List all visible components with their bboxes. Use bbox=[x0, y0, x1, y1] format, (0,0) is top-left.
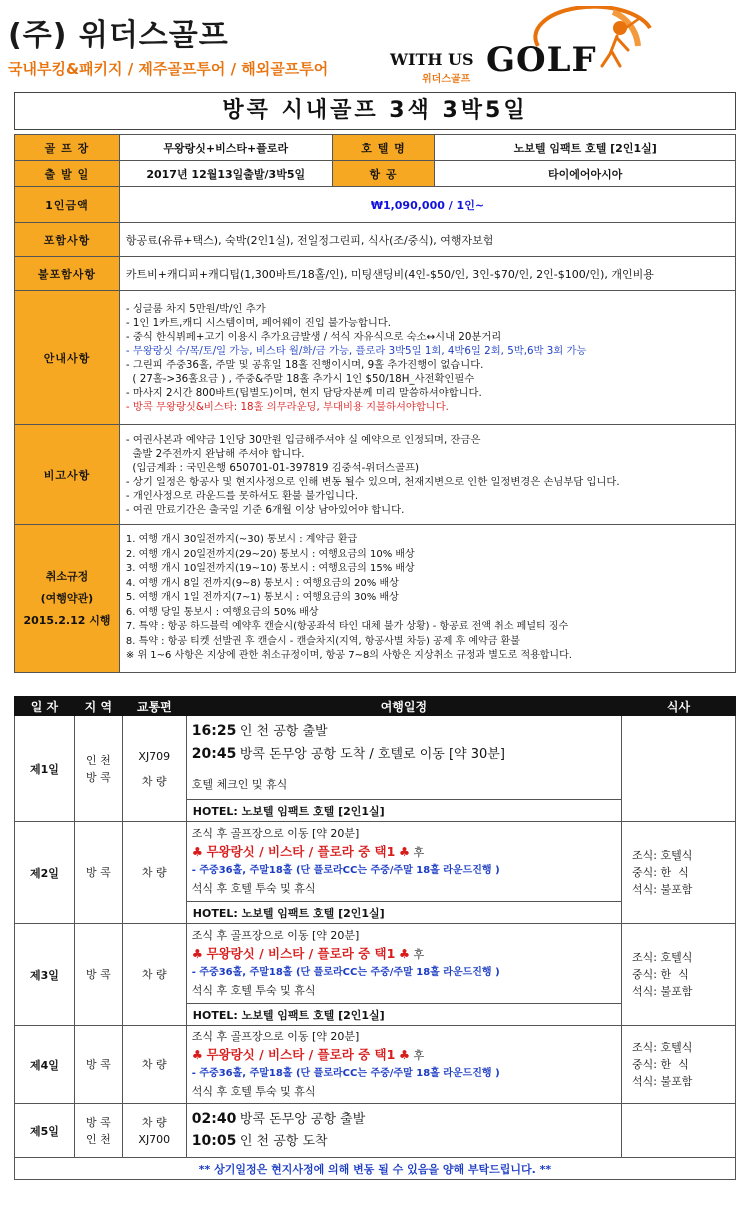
day3-transport: 차 량 bbox=[122, 924, 186, 1026]
golf-course-value: 무왕랑싯+비스타+플로라 bbox=[119, 135, 332, 161]
club-icon: ♣ bbox=[191, 946, 203, 961]
cancel-line: 2. 여행 개시 20일전까지(29~20) 통보시 : 여행요금의 10% 배상 bbox=[125, 548, 415, 560]
remark-line: - 여권사본과 예약금 1인당 30만원 입금해주셔야 실 예약으로 인정되며, 잔금은 bbox=[125, 433, 481, 446]
cancel-policy-content bbox=[119, 525, 735, 673]
cancel-line: 3. 여행 개시 10일전까지(19~10) 통보시 : 여행요금의 15% 배상 bbox=[125, 563, 415, 575]
day4-transport: 차 량 bbox=[122, 1026, 186, 1104]
page-title: 방콕 시내골프 3색 3박5일 bbox=[14, 92, 736, 130]
day4-meal-breakfast: 조식: 호텔식 bbox=[632, 1041, 693, 1054]
cancel-label-title: 취소규정 bbox=[45, 569, 89, 583]
day3-meal-dinner: 석식: 불포함 bbox=[632, 985, 693, 998]
cancel-policy-label bbox=[15, 525, 120, 673]
day4-plan bbox=[186, 1026, 621, 1104]
day1-plan bbox=[186, 716, 621, 800]
guide-line: ( 27홀->36홀요금 ) , 주중&주말 18홀 추가시 1인 $50/18H_사전확인필수 bbox=[125, 372, 475, 385]
include-label: 포함사항 bbox=[15, 223, 120, 257]
day1-region bbox=[74, 716, 122, 822]
day2-line3: 석식 후 호텔 투숙 및 휴식 bbox=[191, 882, 316, 895]
day3-label: 제3일 bbox=[15, 924, 75, 1026]
cancel-line: 7. 특약 : 항공 하드블럭 예약후 캔슬시(항공좌석 타인 대체 불가 상황) - 항공료 전액 취소 페널티 징수 bbox=[125, 621, 569, 633]
exclude-value: 카트비+캐디피+캐디팁(1,300바트/18홀/인), 미팅샌딩비(4인-$50/인, 3인-$70/인, 2인-$100/인), 개인비용 bbox=[119, 257, 735, 291]
day1-region-from: 인 천 bbox=[85, 753, 111, 767]
day1-flight: XJ709 bbox=[138, 749, 171, 763]
remark-line: - 상기 일정은 항공사 및 현지사정으로 인해 변동 될수 있으며, 천재지변으로 인한 일정변경은 손님부담 입니다. bbox=[125, 475, 620, 488]
schedule-footer-notice: ** 상기일정은 현지사정에 의해 변동 될 수 있음을 양해 부탁드립니다. ** bbox=[15, 1158, 736, 1180]
day2-hotel: HOTEL: 노보텔 임팩트 호텔 [2인1실] bbox=[186, 902, 621, 924]
day2-meal-lunch: 중식: 한 식 bbox=[632, 866, 689, 879]
cancel-label-sub: (여행약관) bbox=[40, 591, 94, 605]
day2-meal-dinner: 석식: 불포함 bbox=[632, 883, 693, 896]
departure-label: 출 발 일 bbox=[15, 161, 120, 187]
cancel-line: ※ 위 1~6 사항은 지상에 관한 취소규정이며, 항공 7~8의 사항은 지상취소 규정과 별도로 적용합니다. bbox=[125, 650, 572, 662]
day3-note: - 주중36홀, 주말18홀 (단 플로라CC는 주중/주말 18홀 라운드진행 ) bbox=[191, 967, 500, 978]
itinerary-table bbox=[14, 696, 736, 1180]
day4-note: - 주중36홀, 주말18홀 (단 플로라CC는 주중/주말 18홀 라운드진행 ) bbox=[191, 1068, 500, 1079]
day4-meal-lunch: 중식: 한 식 bbox=[632, 1058, 689, 1071]
day1-meal bbox=[622, 716, 736, 822]
day2-line1: 조식 후 골프장으로 이동 [약 20분] bbox=[191, 827, 360, 840]
day2-club-after: 후 bbox=[413, 846, 425, 859]
day1-time2: 20:45 bbox=[191, 745, 237, 762]
day3-club-after: 후 bbox=[413, 948, 425, 961]
cancel-line: 8. 특약 : 항공 티켓 선발권 후 캔슬시 - 캔슬차지(지역, 항공사별 차등) 공제 후 예약금 환불 bbox=[125, 635, 520, 647]
day3-meal bbox=[622, 924, 736, 1026]
day5-text2: 인 천 공항 도착 bbox=[239, 1134, 328, 1149]
price-value: ₩1,090,000 / 1인~ bbox=[119, 187, 735, 223]
logo-sub-text: 위더스골프 bbox=[422, 74, 471, 85]
airline-value: 타이에어아시아 bbox=[435, 161, 736, 187]
header-meal: 식사 bbox=[622, 697, 736, 716]
day5-flight: XJ700 bbox=[138, 1132, 171, 1146]
club-icon: ♣ bbox=[191, 1047, 203, 1062]
day2-meal-breakfast: 조식: 호텔식 bbox=[632, 849, 693, 862]
guide-line: - 방콕 무왕랑싯&비스타: 18홀 의무라운딩, 부대비용 지불하셔야합니다. bbox=[125, 400, 449, 413]
day5-time1: 02:40 bbox=[191, 1111, 237, 1127]
day3-meal-lunch: 중식: 한 식 bbox=[632, 968, 689, 981]
day2-transport: 차 량 bbox=[122, 822, 186, 924]
day3-region: 방 콕 bbox=[74, 924, 122, 1026]
day4-line1: 조식 후 골프장으로 이동 [약 20분] bbox=[191, 1030, 360, 1043]
day1-vehicle: 차 량 bbox=[141, 774, 167, 788]
remark-line: - 개인사정으로 라운드를 못하셔도 환불 불가입니다. bbox=[125, 489, 359, 502]
club-icon: ♣ bbox=[191, 844, 203, 859]
golf-course-label: 골 프 장 bbox=[15, 135, 120, 161]
remark-line: 출발 2주전까지 완납해 주셔야 합니다. bbox=[125, 447, 305, 460]
guide-line: - 중식 한식뷔페+고기 이용시 추가요금발생 / 석식 자유식으로 숙소↔시내 20분거리 bbox=[125, 330, 502, 343]
airline-label: 항 공 bbox=[332, 161, 435, 187]
remark-label: 비고사항 bbox=[15, 425, 120, 525]
day1-text3: 호텔 체크인 및 휴식 bbox=[191, 777, 288, 791]
day4-line3: 석식 후 호텔 투숙 및 휴식 bbox=[191, 1085, 316, 1098]
day1-text2: 방콕 돈무앙 공항 도착 / 호텔로 이동 [약 30분] bbox=[239, 746, 505, 762]
cancel-line: 1. 여행 개시 30일전까지(~30) 통보시 : 계약금 환급 bbox=[125, 534, 358, 546]
club-icon: ♣ bbox=[398, 946, 411, 961]
day4-label: 제4일 bbox=[15, 1026, 75, 1104]
day3-hotel: HOTEL: 노보텔 임팩트 호텔 [2인1실] bbox=[186, 1004, 621, 1026]
page-header bbox=[0, 0, 749, 88]
day5-region-to: 인 천 bbox=[85, 1132, 111, 1146]
day1-label: 제1일 bbox=[15, 716, 75, 822]
header-itinerary: 여행일정 bbox=[186, 697, 621, 716]
cancel-line: 5. 여행 개시 1일 전까지(7~1) 통보시 : 여행요금의 30% 배상 bbox=[125, 592, 399, 604]
day1-hotel: HOTEL: 노보텔 임팩트 호텔 [2인1실] bbox=[186, 800, 621, 822]
day3-line3: 석식 후 호텔 투숙 및 휴식 bbox=[191, 984, 316, 997]
day5-transport bbox=[122, 1104, 186, 1158]
logo-withus-text: WITH US bbox=[390, 50, 474, 69]
exclude-label: 불포함사항 bbox=[15, 257, 120, 291]
remark-line: - 여권 만료기간은 출국일 기준 6개월 이상 남아있어야 합니다. bbox=[125, 503, 405, 516]
cancel-label-date: 2015.2.12 시행 bbox=[23, 613, 111, 627]
company-name: (주) 위더스골프 bbox=[8, 18, 229, 53]
hotel-label: 호 텔 명 bbox=[332, 135, 435, 161]
remark-content bbox=[119, 425, 735, 525]
header-day: 일 자 bbox=[15, 697, 75, 716]
day1-region-to: 방 콕 bbox=[85, 770, 111, 784]
day3-club: 무왕랑싯 / 비스타 / 플로라 중 택1 bbox=[206, 946, 396, 961]
header-transport: 교통편 bbox=[122, 697, 186, 716]
header-region: 지 역 bbox=[74, 697, 122, 716]
day2-plan bbox=[186, 822, 621, 902]
day2-note: - 주중36홀, 주말18홀 (단 플로라CC는 주중/주말 18홀 라운드진행 ) bbox=[191, 865, 500, 876]
logo-golf-text: GOLF bbox=[486, 40, 597, 80]
hotel-value: 노보텔 임팩트 호텔 [2인1실] bbox=[435, 135, 736, 161]
day2-meal bbox=[622, 822, 736, 924]
day1-time1: 16:25 bbox=[191, 722, 237, 739]
day2-club: 무왕랑싯 / 비스타 / 플로라 중 택1 bbox=[206, 844, 396, 859]
day2-region: 방 콕 bbox=[74, 822, 122, 924]
day5-meal bbox=[622, 1104, 736, 1158]
cancel-line: 4. 여행 개시 8일 전까지(9~8) 통보시 : 여행요금의 20% 배상 bbox=[125, 577, 399, 589]
day5-label: 제5일 bbox=[15, 1104, 75, 1158]
guide-line: - 1인 1카트,캐디 시스템이며, 페어웨이 진입 불가능합니다. bbox=[125, 316, 391, 329]
club-icon: ♣ bbox=[398, 1047, 411, 1062]
cancel-line: 6. 여행 당일 통보시 : 여행요금의 50% 배상 bbox=[125, 606, 319, 618]
tour-info-table bbox=[14, 134, 736, 673]
day4-meal bbox=[622, 1026, 736, 1104]
guide-content bbox=[119, 291, 735, 425]
day4-club-after: 후 bbox=[413, 1049, 425, 1062]
guide-line: - 마사지 2시간 800바트(팁별도)이며, 현지 담당자분께 미리 말씀하셔야합니다. bbox=[125, 386, 482, 399]
include-value: 항공료(유류+택스), 숙박(2인1실), 전일정그린피, 식사(조/중식), 여행자보험 bbox=[119, 223, 735, 257]
guide-line: - 그린피 주중36홀, 주말 및 공휴일 18홀 진행이시며, 9홀 추가진행이 없습니다. bbox=[125, 358, 484, 371]
day5-time2: 10:05 bbox=[191, 1133, 237, 1149]
guide-line: - 무왕랑싯 수/목/토/일 가능, 비스타 월/화/금 가능, 플로라 3박5일 1회, 4박6일 2회, 5박,6박 3회 가능 bbox=[125, 344, 587, 357]
company-tagline: 국내부킹&패키지 / 제주골프투어 / 해외골프투어 bbox=[8, 60, 329, 78]
withus-golf-logo bbox=[388, 6, 748, 84]
day5-region bbox=[74, 1104, 122, 1158]
day3-plan bbox=[186, 924, 621, 1004]
day2-label: 제2일 bbox=[15, 822, 75, 924]
day4-meal-dinner: 석식: 불포함 bbox=[632, 1075, 693, 1088]
remark-line: (입금계좌 : 국민은행 650701-01-397819 김중석-위더스골프) bbox=[125, 461, 420, 474]
club-icon: ♣ bbox=[398, 844, 411, 859]
day4-region: 방 콕 bbox=[74, 1026, 122, 1104]
day3-line1: 조식 후 골프장으로 이동 [약 20분] bbox=[191, 929, 360, 942]
day4-club: 무왕랑싯 / 비스타 / 플로라 중 택1 bbox=[206, 1047, 396, 1062]
day1-text1: 인 천 공항 출발 bbox=[239, 723, 328, 739]
price-label: 1인금액 bbox=[15, 187, 120, 223]
day5-plan bbox=[186, 1104, 621, 1158]
departure-value: 2017년 12월13일출발/3박5일 bbox=[119, 161, 332, 187]
guide-label: 안내사항 bbox=[15, 291, 120, 425]
day5-region-from: 방 콕 bbox=[85, 1115, 111, 1129]
guide-line: - 싱글룸 차지 5만원/박/인 추가 bbox=[125, 302, 266, 315]
day5-vehicle: 차 량 bbox=[141, 1115, 167, 1129]
day3-meal-breakfast: 조식: 호텔식 bbox=[632, 951, 693, 964]
day1-transport bbox=[122, 716, 186, 822]
day5-text1: 방콕 돈무앙 공항 출발 bbox=[239, 1112, 366, 1127]
